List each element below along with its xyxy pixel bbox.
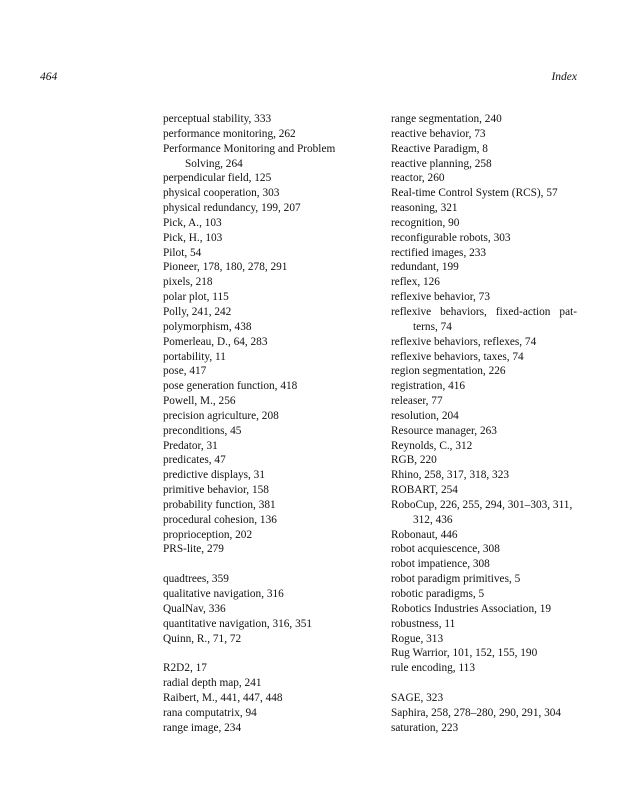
index-entry (163, 572, 353, 587)
index-entry (391, 171, 577, 186)
index-entry (163, 721, 353, 736)
index-entry (163, 632, 353, 647)
index-entry-text: registration, 416 (391, 380, 466, 393)
index-entry (163, 260, 353, 275)
index-entry (391, 112, 577, 127)
index-entry (163, 513, 353, 528)
index-entry-text: predicates, 47 (163, 454, 226, 467)
index-entry-text: SAGE, 323 (391, 691, 444, 704)
index-entry-text: reflexive behaviors, fixed-action pat- (391, 305, 577, 318)
index-entry-text: redundant, 199 (391, 261, 459, 274)
index-entry (163, 379, 353, 394)
index-entry-text: Predator, 31 (163, 439, 218, 452)
index-entry (163, 275, 353, 290)
letter-group-gap (391, 676, 577, 691)
index-entry (391, 528, 577, 543)
index-entry-text: proprioception, 202 (163, 528, 253, 541)
index-entry (391, 439, 577, 454)
index-entry-text: Robonaut, 446 (391, 528, 458, 541)
index-entry-text: Resource manager, 263 (391, 424, 497, 437)
index-entry (391, 364, 577, 379)
index-entry (163, 498, 353, 513)
index-entry-text: reflex, 126 (391, 276, 440, 289)
index-entry-text: releaser, 77 (391, 395, 443, 408)
index-entry (163, 691, 353, 706)
index-entry-text: probability function, 381 (163, 498, 276, 511)
index-entry (163, 127, 353, 142)
index-entry-text: PRS-lite, 279 (163, 543, 224, 556)
index-entry-text: pixels, 218 (163, 276, 213, 289)
index-entry (163, 305, 353, 320)
index-entry-text: perceptual stability, 333 (163, 113, 272, 125)
index-entry (391, 275, 577, 290)
index-entry-text: quadtrees, 359 (163, 573, 229, 586)
index-entry-text: Real-time Control System (RCS), 57 (391, 187, 558, 200)
index-entry-text: physical redundancy, 199, 207 (163, 202, 301, 215)
index-entry-text: reactor, 260 (391, 172, 445, 185)
index-entry-text: reactive planning, 258 (391, 157, 492, 170)
index-entry (163, 409, 353, 424)
index-entry (163, 171, 353, 186)
index-entry-text: QualNav, 336 (163, 602, 226, 615)
index-entry (163, 216, 353, 231)
index-entry (391, 542, 577, 557)
index-entry (391, 424, 577, 439)
index-entry-text: saturation, 223 (391, 721, 459, 734)
index-entry-text: Quinn, R., 71, 72 (163, 632, 242, 645)
index-entry-text: predictive displays, 31 (163, 469, 265, 482)
index-entry-text: reasoning, 321 (391, 202, 458, 215)
index-entry (163, 364, 353, 379)
index-entry-text: robot acquiescence, 308 (391, 543, 500, 556)
index-entry (391, 186, 577, 201)
index-entry (163, 661, 353, 676)
index-entry-text: Performance Monitoring and Problem (163, 142, 336, 155)
index-entry (163, 424, 353, 439)
index-column-left (163, 112, 353, 735)
index-entry (391, 379, 577, 394)
index-entry-text: polar plot, 115 (163, 291, 229, 304)
index-entry (163, 528, 353, 543)
index-entry-text: robotic paradigms, 5 (391, 588, 485, 600)
index-entry-text: radial depth map, 241 (163, 677, 262, 690)
index-entry (163, 290, 353, 305)
index-entry-text: reflexive behaviors, taxes, 74 (391, 350, 524, 363)
index-entry-continuation: 312, 436 (413, 513, 453, 526)
index-entry (391, 721, 577, 736)
index-entry-text: Pick, H., 103 (163, 231, 223, 244)
index-entry (391, 335, 577, 350)
letter-group-gap (163, 646, 353, 661)
index-entry (163, 439, 353, 454)
index-entry-text: range image, 234 (163, 721, 242, 734)
page-number: 464 (40, 71, 58, 83)
index-entry (391, 409, 577, 424)
index-entry (163, 587, 353, 602)
index-entry-text: rana computatrix, 94 (163, 706, 257, 719)
index-entry (163, 112, 353, 127)
index-entry-text: Polly, 241, 242 (163, 305, 232, 318)
index-entry-text: robot paradigm primitives, 5 (391, 573, 521, 586)
index-column-right (391, 112, 577, 735)
index-entry-text: Reactive Paradigm, 8 (391, 142, 488, 155)
index-entry (391, 453, 577, 468)
index-entry (391, 216, 577, 231)
index-entry (391, 617, 577, 632)
index-entry-text: robot impatience, 308 (391, 558, 490, 571)
index-entry-text: ROBART, 254 (391, 484, 458, 497)
index-entry-text: Robotics Industries Association, 19 (391, 602, 552, 615)
index-entry-text: reflexive behavior, 73 (391, 291, 490, 304)
index-entry (391, 572, 577, 587)
index-entry-text: Pomerleau, D., 64, 283 (163, 335, 268, 348)
index-entry-text: Rhino, 258, 317, 318, 323 (391, 469, 509, 482)
index-entry (391, 350, 577, 365)
index-entry-text: qualitative navigation, 316 (163, 588, 284, 600)
index-entry-text: Powell, M., 256 (163, 395, 236, 408)
index-entry (391, 157, 577, 172)
index-entry-continuation: Solving, 264 (185, 157, 243, 170)
index-entry-text: rule encoding, 113 (391, 662, 475, 675)
index-entry-text: performance monitoring, 262 (163, 127, 296, 140)
index-entry (163, 617, 353, 632)
index-entry-text: polymorphism, 438 (163, 320, 252, 333)
index-entry (391, 246, 577, 261)
index-entry (391, 231, 577, 246)
index-entry-text: Pilot, 54 (163, 246, 202, 259)
index-entry (391, 661, 577, 676)
index-entry (391, 483, 577, 498)
index-entry-text: RGB, 220 (391, 454, 437, 467)
index-entry (163, 394, 353, 409)
index-entry-text: preconditions, 45 (163, 424, 242, 437)
index-entry (163, 231, 353, 246)
index-entry-text: reflexive behaviors, reflexes, 74 (391, 335, 537, 348)
index-entry-text: Pick, A., 103 (163, 216, 222, 229)
index-entry-text: R2D2, 17 (163, 662, 207, 675)
index-entry (391, 290, 577, 305)
index-entry (163, 468, 353, 483)
index-entry-text: primitive behavior, 158 (163, 484, 269, 497)
index-entry-text: quantitative navigation, 316, 351 (163, 617, 313, 630)
index-entry-text: resolution, 204 (391, 409, 459, 422)
index-entry (163, 676, 353, 691)
index-entry (391, 632, 577, 647)
index-entry (163, 142, 353, 172)
index-entry (391, 260, 577, 275)
index-entry-text: rectified images, 233 (391, 246, 487, 259)
index-entry (163, 201, 353, 216)
index-entry (163, 320, 353, 335)
index-entry (391, 557, 577, 572)
index-entry (391, 201, 577, 216)
index-entry (163, 706, 353, 721)
index-entry-continuation: terns, 74 (413, 320, 452, 333)
index-entry-text: reactive behavior, 73 (391, 127, 486, 140)
index-entry-text: Saphira, 258, 278–280, 290, 291, 304 (391, 706, 562, 719)
running-head: Index (551, 71, 577, 83)
index-entry-text: perpendicular field, 125 (163, 172, 272, 185)
index-entry-text: pose, 417 (163, 365, 207, 378)
index-entry (391, 498, 577, 528)
index-entry (391, 646, 577, 661)
index-entry (391, 305, 577, 335)
index-entry (391, 691, 577, 706)
index-entry (391, 602, 577, 617)
index-entry-text: region segmentation, 226 (391, 365, 506, 378)
index-entry (163, 350, 353, 365)
index-entry-text: Pioneer, 178, 180, 278, 291 (163, 261, 288, 274)
index-entry-text: reconfigurable robots, 303 (391, 231, 511, 244)
index-entry (391, 706, 577, 721)
index-entry-text: procedural cohesion, 136 (163, 513, 277, 526)
index-entry (391, 468, 577, 483)
index-entry-text: physical cooperation, 303 (163, 187, 280, 200)
index-entry (391, 142, 577, 157)
letter-group-gap (163, 557, 353, 572)
index-entry-text: Rogue, 313 (391, 632, 444, 645)
index-entry (163, 453, 353, 468)
index-entry-text: Rug Warrior, 101, 152, 155, 190 (391, 647, 538, 660)
index-entry-text: Raibert, M., 441, 447, 448 (163, 691, 283, 704)
index-entry (391, 587, 577, 602)
index-entry (163, 602, 353, 617)
index-entry (163, 542, 353, 557)
index-entry-text: pose generation function, 418 (163, 380, 298, 393)
index-entry (163, 246, 353, 261)
index-entry-text: robustness, 11 (391, 617, 456, 630)
index-entry-text: recognition, 90 (391, 216, 460, 229)
index-entry (163, 483, 353, 498)
index-entry-text: portability, 11 (163, 350, 226, 363)
index-entry (391, 394, 577, 409)
index-entry-text: precision agriculture, 208 (163, 409, 279, 422)
index-entry-text: RoboCup, 226, 255, 294, 301–303, 311, (391, 498, 573, 511)
index-entry (163, 335, 353, 350)
index-entry (391, 127, 577, 142)
index-entry (163, 186, 353, 201)
index-entry-text: Reynolds, C., 312 (391, 439, 473, 452)
index-entry-text: range segmentation, 240 (391, 113, 502, 125)
